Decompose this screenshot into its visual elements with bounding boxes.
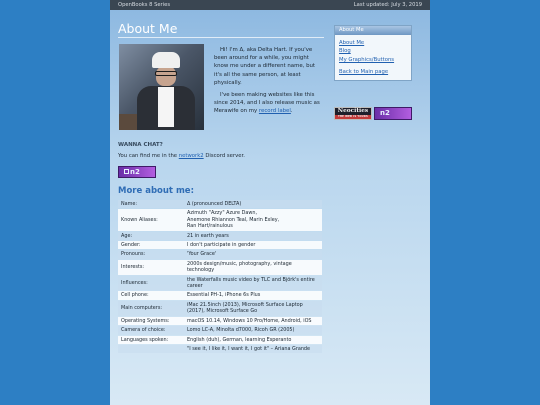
- row-label: Pronouns:: [118, 250, 184, 258]
- title-divider: [118, 37, 324, 38]
- table-row: [118, 232, 322, 240]
- sidebar-item-graphics: [339, 56, 407, 64]
- profile-photo: [119, 44, 204, 130]
- row-label: Languages spoken:: [118, 336, 184, 344]
- row-value: macOS 10.14, Windows 10 Pro/Home, Android, iOS: [184, 317, 322, 325]
- row-value: Lomo LC-A, Minolta d7000, Ricoh GR (2005): [184, 326, 322, 334]
- table-row: [118, 317, 322, 325]
- table-row: [118, 276, 322, 291]
- about-table: [118, 199, 322, 354]
- neocities-button[interactable]: Neocities THE WEB IS YOURS: [334, 107, 372, 120]
- row-label: Gender:: [118, 241, 184, 249]
- table-row: [118, 200, 322, 208]
- page-container: [110, 0, 430, 405]
- row-value: 2000s design/music, photography, vintage technology: [184, 260, 322, 275]
- chat-heading: WANNA CHAT?: [118, 142, 163, 148]
- row-value: Azimuth "Azzy" Azure Dawn, Anemone Rhiannon Teal, Marin Exley, Ran Hart/rainulous: [184, 209, 322, 230]
- more-about-me-heading: More about me:: [118, 186, 194, 196]
- row-label: Main computers:: [118, 301, 184, 316]
- table-row: [118, 326, 322, 334]
- sidebar-item-blog: [339, 47, 407, 55]
- sidebar-header: About Me: [335, 26, 411, 35]
- network2-link[interactable]: network2: [178, 153, 204, 159]
- row-label: Age:: [118, 232, 184, 240]
- nav-graphics-link[interactable]: My Graphics/Buttons: [339, 56, 395, 63]
- row-label: Interests:: [118, 260, 184, 275]
- nav-blog-link[interactable]: Blog: [339, 48, 351, 55]
- row-value: Δ (pronounced DELTA): [184, 200, 322, 208]
- row-value: 'Your Grace': [184, 250, 322, 258]
- row-label: Known Aliases:: [118, 209, 184, 230]
- row-value: iMac 21.5inch (2013), Microsoft Surface Laptop (2017), Microsoft Surface Go: [184, 301, 322, 316]
- page-title: About Me: [118, 21, 178, 36]
- table-row: [118, 301, 322, 316]
- bio-paragraph-2: I've been making websites like this since 2014, and I also release music as Merawife on my record label.: [214, 92, 320, 115]
- table-row: [118, 250, 322, 258]
- sidebar-item-main: [339, 68, 407, 76]
- nav-main-page-link[interactable]: Back to Main page: [339, 69, 389, 76]
- network2-badge-button[interactable]: n2: [118, 166, 156, 178]
- table-row: [118, 209, 322, 230]
- row-label: Camera of choice:: [118, 326, 184, 334]
- record-label-link[interactable]: record label: [258, 108, 291, 115]
- chat-text: You can find me in the network2 Discord server.: [118, 153, 245, 159]
- row-value: 21 in earth years: [184, 232, 322, 240]
- site-series-label: OpenBooks 8 Series: [118, 2, 171, 8]
- row-label: [118, 345, 184, 353]
- network2-sidebar-button[interactable]: n2: [374, 107, 412, 120]
- row-label: Influences:: [118, 276, 184, 291]
- row-value: I don't participate in gender: [184, 241, 322, 249]
- bio-paragraph-1: Hi! I'm Δ, aka Delta Hart. If you've been around for a while, you might know me under a different name, but it's all the same person, at least physically.: [214, 47, 316, 86]
- table-row: [118, 291, 322, 299]
- row-value: English (duh), German, learning Esperanto: [184, 336, 322, 344]
- nav-about-link[interactable]: About Me: [339, 40, 365, 46]
- row-label: Cell phone:: [118, 291, 184, 299]
- table-row: [118, 241, 322, 249]
- row-value: Essential PH-1, iPhone 6s Plus: [184, 291, 322, 299]
- table-row: [118, 336, 322, 344]
- top-bar: [110, 0, 430, 10]
- bio-text: [214, 46, 322, 120]
- row-value: "I see it, I like it, I want it, I got it" – Ariana Grande: [184, 345, 322, 353]
- table-row: [118, 260, 322, 275]
- row-label: Operating Systems:: [118, 317, 184, 325]
- row-label: Name:: [118, 200, 184, 208]
- row-value: the Waterfalls music video by TLC and Björk's entire career: [184, 276, 322, 291]
- sidebar-item-about: [339, 39, 407, 47]
- table-row: [118, 345, 322, 353]
- square-icon: [124, 169, 129, 174]
- last-updated-label: Last updated: July 3, 2019: [353, 2, 422, 8]
- sidebar-nav: [334, 25, 412, 81]
